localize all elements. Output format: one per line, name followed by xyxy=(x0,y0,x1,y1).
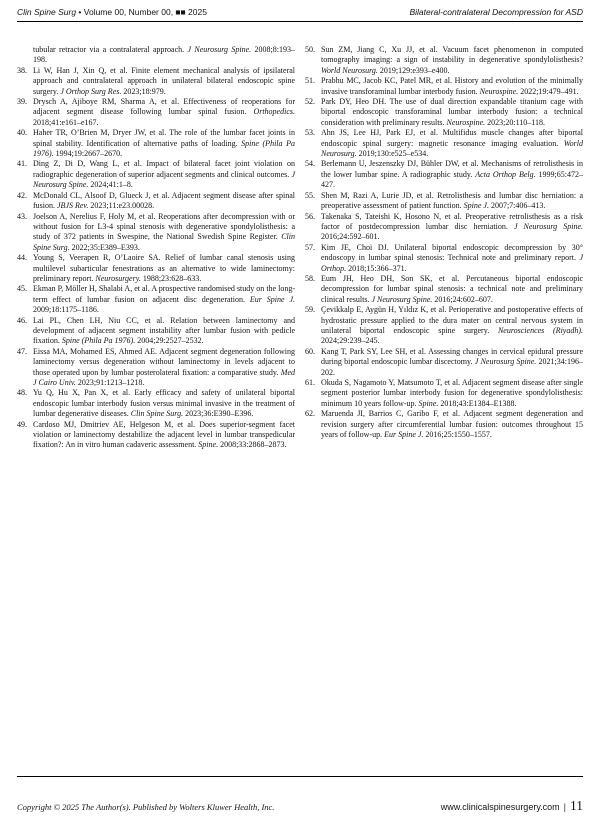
reference-number: 45. xyxy=(17,284,27,294)
reference-item: 46. Lai PL, Chen LH, Niu CC, et al. Relation between laminectomy and development of adjacent segment instability after lumbar fusion with pedicle fixation. Spine (Phila Pa 1976). 2004;29:2527–2532. xyxy=(17,315,295,346)
reference-number: 44. xyxy=(17,253,27,263)
reference-item: 49. Cardoso MJ, Dmitriev AE, Helgeson M, et al. Does superior-segment facet violation or laminectomy destabilize the adjacent level in lumbar transpedicular fixation?: An in vitro human cadaveric assessment. Spine. 2008;33:2868–2873. xyxy=(17,419,295,450)
references-column-right xyxy=(305,45,583,451)
reference-item: 42. McDonald CL, Alsoof D, Glueck J, et al. Adjacent segment disease after spinal fusion. JBJS Rev. 2023;11:e23.00028. xyxy=(17,190,295,211)
page-header xyxy=(17,7,583,22)
reference-number: 39. xyxy=(17,97,27,107)
reference-item: 56. Takenaka S, Tateishi K, Hosono N, et al. Preoperative retrolisthesis as a risk factor of postdecompression lumbar disc herniation. J Neurosurg Spine. 2016;24:592–601. xyxy=(305,211,583,242)
reference-number: 59. xyxy=(305,305,315,315)
reference-item: 59. Çevikkalp E, Aygün H, Yıldız K, et al. Perioperative and postoperative effects of hydrostatic pressure applied to the dura mater on central nervous system in unilateral biportal endoscopic spine surgery. Neurosciences (Riyadh). 2024;29:239–245. xyxy=(305,305,584,346)
reference-item: 58. Eum JH, Heo DH, Son SK, et al. Percutaneous biportal endoscopic decompression for lumbar spinal stenosis: a technical note and preliminary clinical results. J Neurosurg Spine. 2016;24:602–607. xyxy=(305,273,583,304)
reference-number: 54. xyxy=(305,159,315,169)
reference-number: 46. xyxy=(17,315,27,325)
reference-number: 62. xyxy=(305,409,315,419)
page-number: 11 xyxy=(570,798,583,813)
reference-item: 54. Berlemann U, Jeszenszky DJ, Bühler DW, et al. Mechanisms of retrolisthesis in the lower lumbar spine. A radiographic study. Acta Orthop Belg. 1999;65:472–427. xyxy=(305,159,583,190)
footer-separator: | xyxy=(563,802,566,812)
reference-number: 47. xyxy=(17,346,27,356)
reference-item: 41. Ding Z, Di D, Wang L, et al. Impact of bilateral facet joint violation on radiographic degeneration of superior adjacent segments and clinical outcomes. J Neurosurg Spine. 2024;41:1–8. xyxy=(17,159,295,190)
references-section xyxy=(17,45,583,451)
reference-number: 50. xyxy=(305,45,315,54)
reference-item: 51. Prabhu MC, Jacob KC, Patel MR, et al. History and evolution of the minimally invasive transforaminal lumbar interbody fusion. Neurospine. 2022;19:479–491. xyxy=(305,76,583,96)
reference-item: 50. Sun ZM, Jiang C, Xu JJ, et al. Vacuum facet phenomenon in computed tomography imaging: a sign of instability in degenerative spondylolisthesis? World Neurosurg. 2019;129:e393–e400. xyxy=(305,45,583,75)
reference-item: 60. Kang T, Park SY, Lee SH, et al. Assessing changes in cervical epidural pressure during biportal endoscopic lumbar discectomy. J Neurosurg Spine. 2021;34:196–202. xyxy=(305,346,583,377)
reference-number: 40. xyxy=(17,128,27,138)
copyright-notice: Copyright © 2025 The Author(s). Published by Wolters Kluwer Health, Inc. xyxy=(17,802,275,812)
reference-item: 38. Li W, Han J, Xin Q, et al. Finite element mechanical analysis of ipsilateral approach and contralateral approach in unilateral bilateral endoscopic spine surgery. J Orthop Surg Res. 2023;18:979. xyxy=(17,65,295,96)
reference-item: 55. Shen M, Razi A, Lurie JD, et al. Retrolisthesis and lumbar disc herniation: a preoperative assessment of patient function. Spine J. 2007;7:406–413. xyxy=(305,190,583,211)
reference-item: 52. Park DY, Heo DH. The use of dual direction expandable titanium cage with biportal endoscopic transforaminal lumbar interbody fusion: a technical consideration with preliminary results. Neurospine. 2023;20:110–118. xyxy=(305,97,583,127)
reference-number: 58. xyxy=(305,273,315,283)
reference-number: 53. xyxy=(305,128,315,138)
footer-right xyxy=(441,798,583,814)
reference-item: 44. Young S, Veerapen R, O’Laoire SA. Relief of lumbar canal stenosis using multilevel subarticular fenestrations as an alternative to wide laminectomy: preliminary report. Neurosurgery. 1988;23:628–633. xyxy=(17,253,295,283)
reference-number: 43. xyxy=(17,211,27,221)
reference-item: 43. Joelson A, Nerelius F, Holy M, et al. Reoperations after decompression with or without fusion for L3-4 spinal stenosis with degenerative spondylolisthesis: a study of 372 patients in Swespine, the National Swedish Spine Register. Clin Spine Surg. 2022;35:E389–E393. xyxy=(17,211,295,252)
reference-number: 57. xyxy=(305,242,315,252)
reference-number: 41. xyxy=(17,159,27,169)
reference-item: 47. Eissa MA, Mohamed ES, Ahmed AE. Adjacent segment degeneration following laminectomy versus degeneration without laminectomy in levels adjacent to those operated upon by lumbar posterolateral fixation: a comparative study. Med J Cairo Univ. 2023;91:1213–1218. xyxy=(17,346,295,387)
reference-item: 62. Maruenda JI, Barrios C, Garibo F, et al. Adjacent segment degeneration and revision surgery after circumferential lumbar fusion: outcomes throughout 15 years of follow-up. Eur Spine J. 2016;25:1550–1557. xyxy=(305,409,583,440)
reference-number: 52. xyxy=(305,97,315,107)
reference-item: 40. Haher TR, O’Brien M, Dryer JW, et al. The role of the lumbar facet joints in spinal stability. Identification of alternative paths of loading. Spine (Phila Pa 1976). 1994;19:2667–2670. xyxy=(17,128,295,159)
reference-item: 39. Drysch A, Ajiboye RM, Sharma A, et al. Effectiveness of reoperations for adjacent segment disease following lumbar spinal fusion. Orthopedics. 2018;41:e161–e167. xyxy=(17,97,295,127)
reference-number: 60. xyxy=(305,346,315,356)
reference-item: 57. Kim JE, Choi DJ. Unilateral biportal endoscopic decompression by 30° endoscopy in lumbar spinal stenosis: Technical note and preliminary report. J Orthop. 2018;15:366–371. xyxy=(305,242,583,273)
reference-item: 45. Ekman P, Möller H, Shalabi A, et al. A prospective randomised study on the long-term effect of lumbar fusion on adjacent disc degeneration. Eur Spine J. 2009;18:1175–1186. xyxy=(17,284,296,315)
journal-citation xyxy=(17,7,207,18)
reference-number: 56. xyxy=(305,211,315,221)
issue-info: • Volume 00, Number 00, ■■ 2025 xyxy=(76,7,207,17)
running-title: Bilateral-contralateral Decompression for ASD xyxy=(409,7,583,17)
reference-number: 51. xyxy=(305,76,315,86)
reference-number: 49. xyxy=(17,419,27,429)
journal-name: Clin Spine Surg xyxy=(17,7,77,17)
journal-website: www.clinicalspinesurgery.com xyxy=(440,802,560,812)
reference-number: 55. xyxy=(305,190,315,200)
reference-item: 61. Okuda S, Nagamoto Y, Matsumoto T, et al. Adjacent segment disease after single segment posterior lumbar interbody fusion for degenerative spondylolisthesis: minimum 10 years follow-up. Spine. 2018;43:E1384–E1388. xyxy=(305,378,583,408)
reference-item: 53. Ahn JS, Lee HJ, Park EJ, et al. Multifidus muscle changes after biportal endoscopic spinal surgery: magnetic resonance imaging evaluation. World Neurosurg. 2019;130:e525–e534. xyxy=(305,128,583,159)
reference-continuation: tubular retractor via a contralateral approach. J Neurosurg Spine. 2008;8:193–198. xyxy=(33,45,295,65)
reference-number: 42. xyxy=(17,190,27,200)
page-footer xyxy=(17,776,583,814)
reference-item: 48. Yu Q, Hu X, Pan X, et al. Early efficacy and safety of unilateral biportal endoscopic lumbar interbody fusion versus minimal invasive in the treatment of lumbar degenerative diseases. Clin Spine Surg. 2023;36:E390–E396. xyxy=(17,388,295,419)
references-column-left xyxy=(17,45,295,451)
reference-number: 38. xyxy=(17,65,27,75)
reference-number: 48. xyxy=(17,388,27,398)
reference-number: 61. xyxy=(305,378,315,387)
